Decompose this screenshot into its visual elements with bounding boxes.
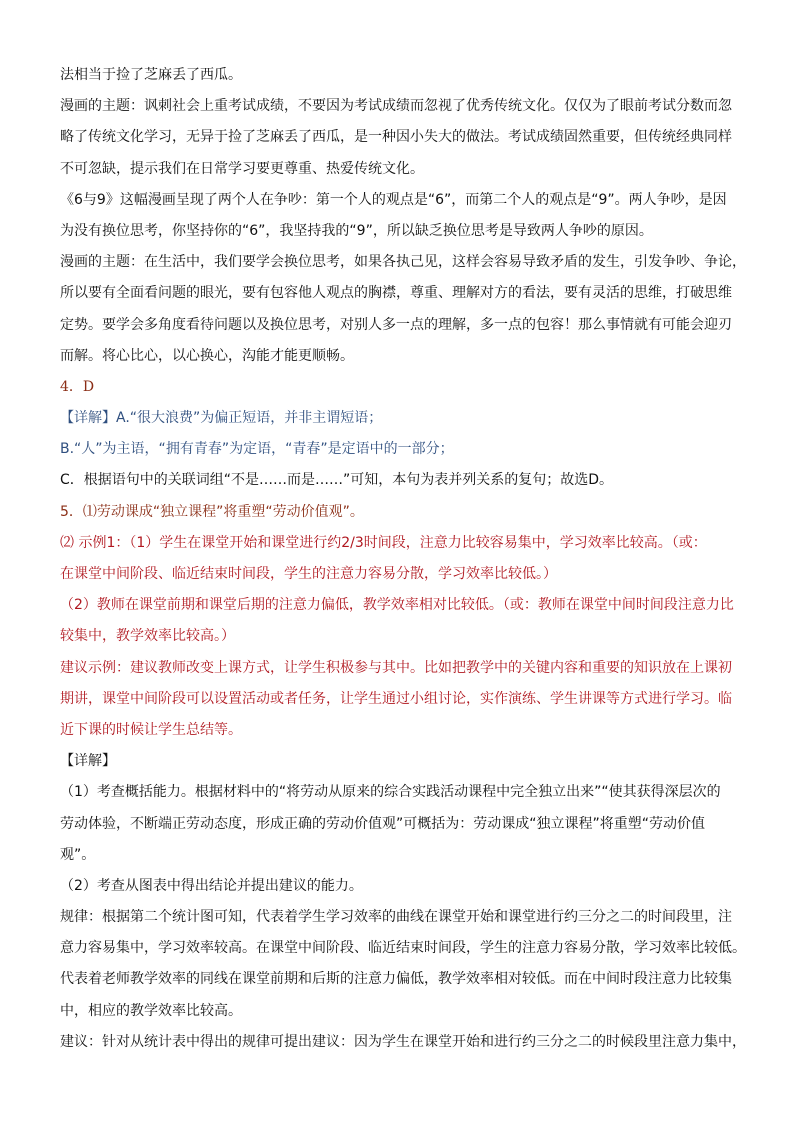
text-line: 【详解】A.“很大浪费”为偏正短语，并非主谓短语； xyxy=(60,410,383,427)
text-line: 较集中，教学效率比较高。） xyxy=(60,628,235,645)
text-line: C．根据语句中的关联词组“不是……而是……”可知，本句为表并列关系的复句；故选D。 xyxy=(60,472,614,489)
text-line: 略了传统文化学习，无异于捡了芝麻丢了西瓜，是一种因小失大的做法。考试成绩固然重要，但传统经典同样 xyxy=(60,129,732,146)
text-line: 《6与9》这幅漫画呈现了两个人在争吵：第一个人的观点是“6”，而第二个人的观点是“9”。两人争吵，是因 xyxy=(60,191,727,208)
text-line: 建议示例：建议教师改变上课方式，让学生积极参与其中。比如把教学中的关键内容和重要的知识放在上课初 xyxy=(60,659,732,676)
text-line: （2）教师在课堂前期和课堂后期的注意力偏低，教学效率相对比较低。（或：教师在课堂中间时间段注意力比 xyxy=(60,597,734,614)
question-number: 5．⑴劳动课成“独立课程”将重塑“劳动价值观”。 xyxy=(60,503,364,520)
answer-text-body xyxy=(60,60,750,1058)
section-heading: 【详解】 xyxy=(60,753,116,770)
text-line: B.“人”为主语，“拥有青春”为定语，“青春”是定语中的一部分； xyxy=(60,441,454,458)
text-line: 定势。要学会多角度看待问题以及换位思考，对别人多一点的理解，多一点的包容！那么事情就有可能会迎刃 xyxy=(60,316,732,333)
text-line: 观”。 xyxy=(60,846,96,863)
text-line: ⑵ 示例1：（1）学生在课堂开始和课堂进行约2/3时间段，注意力比较容易集中，学习效率比较高。（或： xyxy=(60,534,707,551)
text-line: 劳动体验，不断端正劳动态度，形成正确的劳动价值观”可概括为：劳动课成“独立课程”将重塑“劳动价值 xyxy=(60,815,706,832)
text-line: 漫画的主题：在生活中，我们要学会换位思考，如果各执己见，这样会容易导致矛盾的发生，引发争吵、争论， xyxy=(60,254,746,271)
text-line: 不可忽缺，提示我们在日常学习要更尊重、热爱传统文化。 xyxy=(60,160,424,177)
text-line: 建议：针对从统计表中得出的规律可提出建议：因为学生在课堂开始和进行约三分之二的时候段里注意力集中， xyxy=(60,1033,746,1050)
text-line: 代表着老师教学效率的同线在课堂前期和后斯的注意力偏低，教学效率相对较低。而在中间时段注意力比较集 xyxy=(60,971,732,988)
text-line: 规律：根据第二个统计图可知，代表着学生学习效率的曲线在课堂开始和课堂进行约三分之二的时间段里，注 xyxy=(60,909,732,926)
text-line: 所以要有全面看问题的眼光，要有包容他人观点的胸襟，尊重、理解对方的看法，要有灵活的思维，打破思维 xyxy=(60,285,732,302)
question-number: 4．D xyxy=(60,378,95,395)
text-line: （1）考查概括能力。根据材料中的“将劳动从原来的综合实践活动课程中完全独立出来”“使其获得深层次的 xyxy=(60,784,721,801)
text-line: 近下课的时候让学生总结等。 xyxy=(60,721,242,738)
text-line: 意力容易集中，学习效率较高。在课堂中间阶段、临近结束时间段，学生的注意力容易分散，学习效率比较低。 xyxy=(60,940,746,957)
text-line: 漫画的主题：讽刺社会上重考试成绩，不要因为考试成绩而忽视了优秀传统文化。仅仅为了眼前考试分数而忽 xyxy=(60,98,732,115)
text-line: 为没有换位思考，你坚持你的“6”，我坚持我的“9”，所以缺乏换位思考是导致两人争吵的原因。 xyxy=(60,222,653,239)
text-line: （2）考查从图表中得出结论并提出建议的能力。 xyxy=(60,877,363,894)
text-line: 法相当于捡了芝麻丢了西瓜。 xyxy=(60,67,242,83)
text-line: 而解。将心比心，以心换心，沟能才能更顺畅。 xyxy=(60,347,354,364)
text-line: 中，相应的教学效率比较高。 xyxy=(60,1002,242,1019)
text-line: 在课堂中间阶段、临近结束时间段，学生的注意力容易分散，学习效率比较低。） xyxy=(60,566,557,582)
text-line: 期讲，课堂中间阶段可以设置活动或者任务，让学生通过小组讨论，实作演练、学生讲课等方式进行学习。临 xyxy=(60,690,732,707)
